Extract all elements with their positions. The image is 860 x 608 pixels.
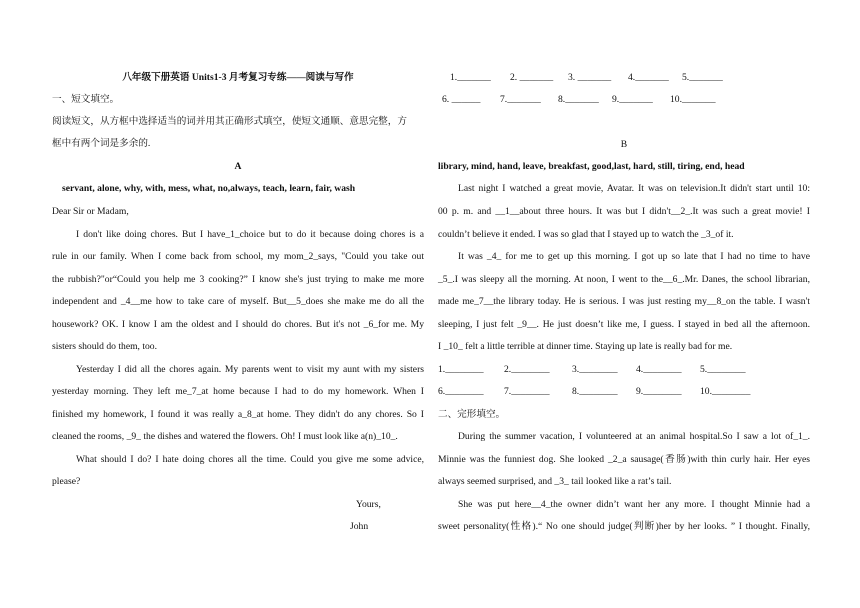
document-title: 八年级下册英语 Units1-3 月考复习专练——阅读与写作 — [122, 72, 354, 83]
answer-blank[interactable]: 4._______ — [628, 72, 669, 83]
answer-blank[interactable]: 5._______ — [682, 72, 723, 83]
section1-heading: 一、短文填空。 — [52, 94, 120, 105]
letter-signature: John — [350, 521, 369, 532]
answer-blank[interactable]: 9._______ — [612, 94, 653, 105]
passage-a-label: A — [234, 161, 242, 172]
answer-blank[interactable]: 7.________ — [504, 386, 550, 397]
passage-a-line: What should I do? I hate doing chores all the time. Could you give me some advice, — [76, 454, 424, 465]
passage-a-line: please? — [52, 476, 81, 487]
answer-blank[interactable]: 8.________ — [572, 386, 618, 397]
cloze-line: always seemed surprised, and _3_ tail looked like a rat’s tail. — [438, 476, 672, 487]
cloze-line: Minnie was the funniest dog. She looked _2_a sausage(香肠)with thin curly hair. Her eyes — [438, 454, 810, 465]
answer-blank[interactable]: 3. _______ — [568, 72, 612, 83]
passage-a-line: sisters should do them, too. — [52, 341, 157, 352]
passage-a-line: independent and _4__me how to take care of myself. But__5_does she make me do all the — [52, 296, 424, 307]
instruction-line: 阅读短文，从方框中选择适当的词并用其正确形式填空，使短文通顺、意思完整，方 — [52, 116, 407, 127]
answer-blank[interactable]: 4.________ — [636, 364, 682, 375]
answer-blank[interactable]: 6. ______ — [442, 94, 481, 105]
salutation: Dear Sir or Madam, — [52, 206, 129, 217]
answer-blank[interactable]: 10.________ — [700, 386, 751, 397]
passage-a-line: I don't like doing chores. But I have_1_choice but to do it because doing chores is a — [76, 229, 424, 240]
passage-a-line: finished my homework, I found it was really a_8_at home. They didn't do any chores. So I — [52, 409, 424, 420]
cloze-line: She was put here__4_the owner didn’t want her any more. I thought Minnie had a — [458, 499, 810, 510]
section2-heading: 二、完形填空。 — [438, 409, 506, 420]
passage-b-line: _5_.I was sleepy all the morning. At noon, I went to the__6_.Mr. Danes, the school librarian, — [438, 274, 810, 285]
passage-a-line: the rubbish?"or“Could you help me 3 cooking?” I know she's just trying to make me more — [52, 274, 424, 285]
answer-blank[interactable]: 8._______ — [558, 94, 599, 105]
passage-b-line: Last night I watched a great movie, Avatar. It was on television.It didn't start until 10: — [458, 183, 810, 194]
passage-a-line: rule in our family. When I come back from school, my mom_2_says, "Could you take out — [52, 251, 424, 262]
cloze-line: sweet personality(性格).“ No one should judge(判断)her by her looks. ” I thought. Finally, — [438, 521, 810, 532]
answer-blank[interactable]: 10._______ — [670, 94, 716, 105]
passage-b-line: It was _4_ for me to get up this morning. I got up so late that I had no time to have — [458, 251, 810, 262]
answer-blank[interactable]: 5.________ — [700, 364, 746, 375]
answer-blank[interactable]: 1._______ — [450, 72, 491, 83]
answer-blank[interactable]: 1.________ — [438, 364, 484, 375]
answer-blank[interactable]: 2. _______ — [510, 72, 554, 83]
passage-b-line: sleeping, I just felt _9__. He just doesn’t like me, I guess. I stayed in bed all the afternoon. — [438, 319, 810, 330]
cloze-line: During the summer vacation, I volunteered at an animal hospital.So I saw a lot of_1_. — [458, 431, 810, 442]
passage-a-line: Yesterday I did all the chores again. My parents went to visit my aunt with my sisters — [76, 364, 424, 375]
word-box-a: servant, alone, why, with, mess, what, no,always, teach, learn, fair, wash — [62, 183, 356, 194]
passage-a-line: housework? OK. I know I am the oldest and I should do chores. But it's not _6_for me. My — [52, 319, 424, 330]
answer-blank[interactable]: 9.________ — [636, 386, 682, 397]
passage-b-label: B — [620, 139, 628, 150]
passage-b-line: 00 p. m. and __1__about three hours. It was but I didn't__2_.It was such a great movie! I — [438, 206, 810, 217]
passage-b-line: couldn’t believe it ended. I was so glad that I stayed up to watch the _3_of it. — [438, 229, 734, 240]
answer-blank[interactable]: 7._______ — [500, 94, 541, 105]
answer-blank[interactable]: 3.________ — [572, 364, 618, 375]
passage-a-line: cleaned the rooms, _9_ the dishes and watered the flowers. Oh! I must look like a(n)_10_. — [52, 431, 398, 442]
word-box-b: library, mind, hand, leave, breakfast, good,last, hard, still, tiring, end, head — [438, 161, 745, 172]
passage-a-line: yesterday morning. They left me_7_at home because I had to do my homework. When I — [52, 386, 424, 397]
passage-b-line: I _10_ felt a little terrible at dinner time. Staying up late is really bad for me. — [438, 341, 733, 352]
answer-blank[interactable]: 6.________ — [438, 386, 484, 397]
instruction-line: 框中有两个词是多余的. — [52, 138, 151, 149]
answer-blank[interactable]: 2.________ — [504, 364, 550, 375]
passage-b-line: made me_7__the library today. He is serious. I was just resting my__8_on the table. I wasn't — [438, 296, 810, 307]
letter-closing: Yours, — [356, 499, 381, 510]
